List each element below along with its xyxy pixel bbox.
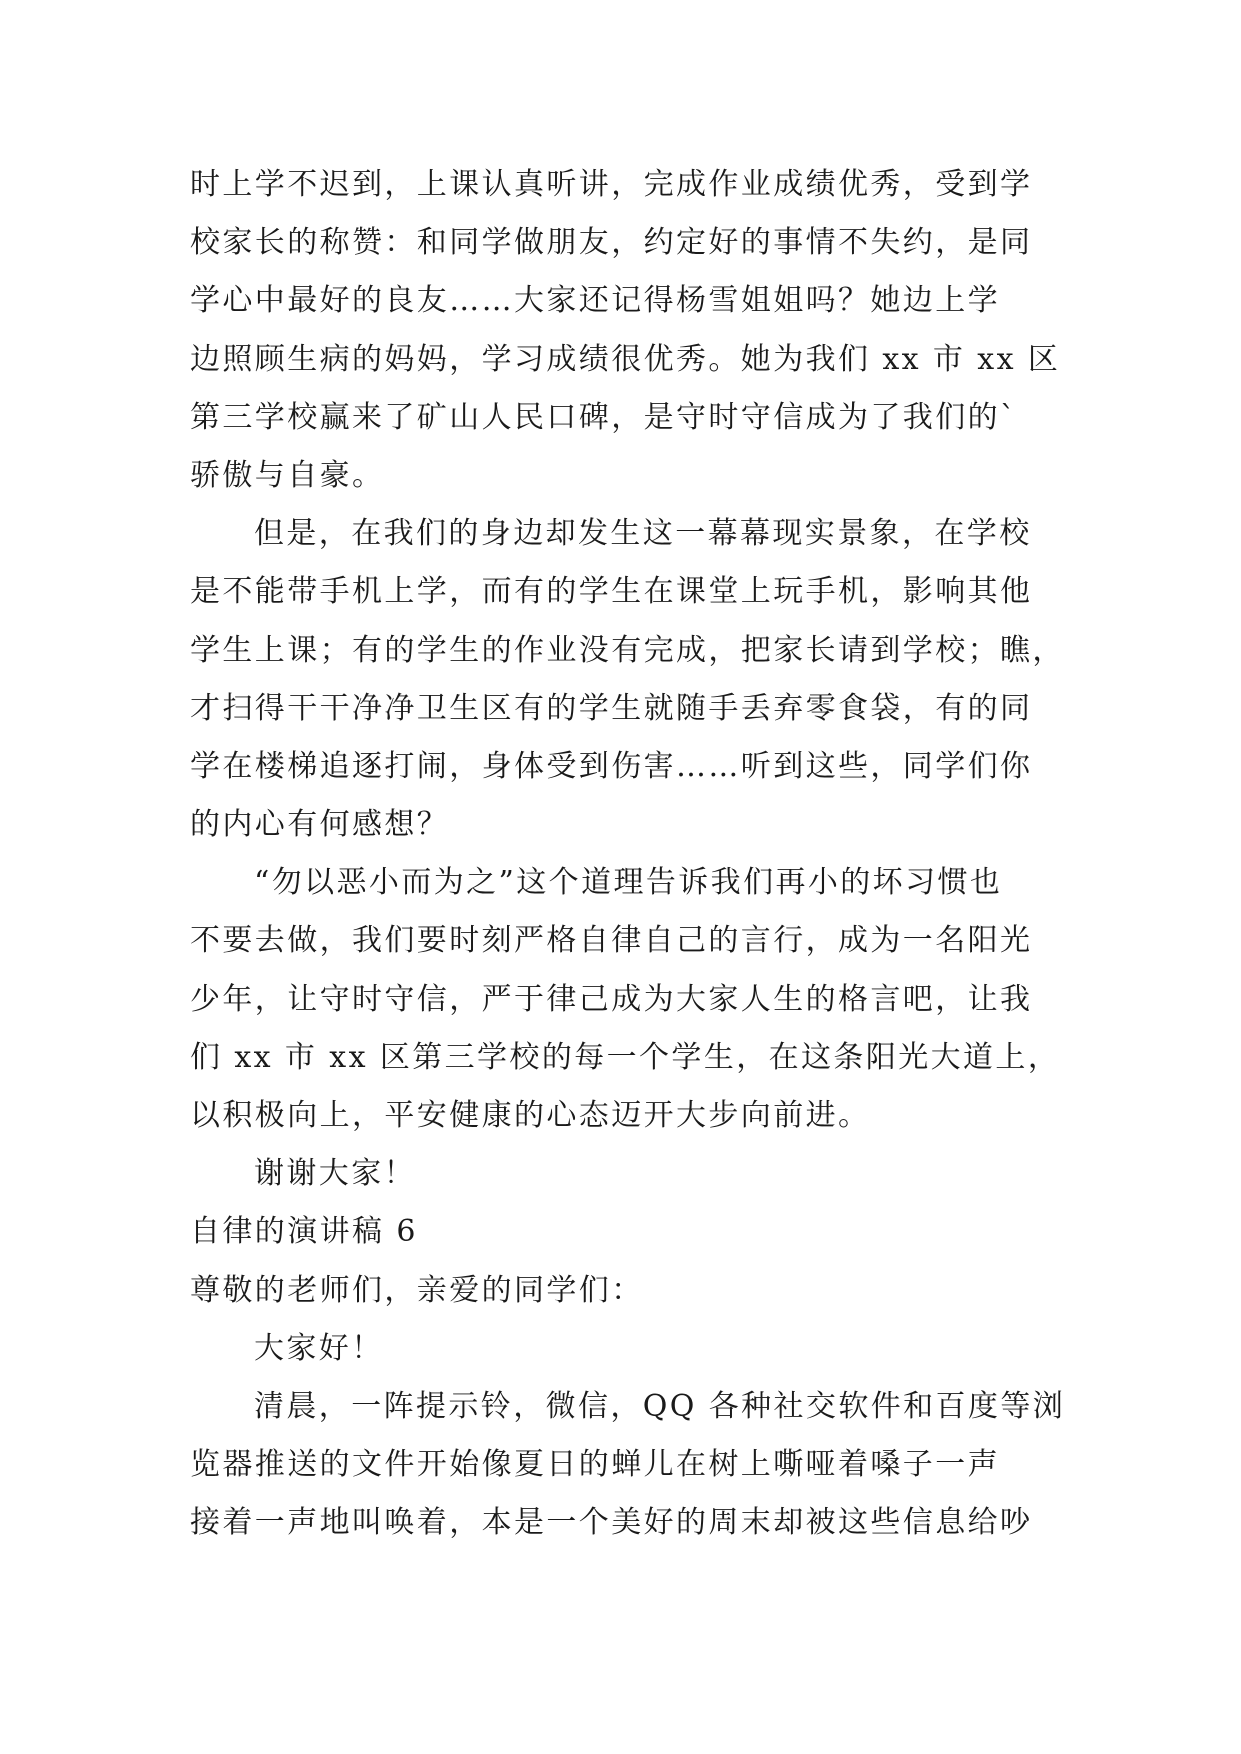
text-line: 校家长的称赞：和同学做朋友，约定好的事情不失约，是同 [190,225,1033,261]
text-line: 们 xx 市 xx 区第三学校的每一个学生，在这条阳光大道上， [190,1039,1061,1075]
salutation-line: 尊敬的老师们，亲爱的同学们： [190,1272,644,1308]
text-line: 不要去做，我们要时刻严格自律自己的言行，成为一名阳光 [190,923,1033,959]
closing-line: 谢谢大家！ [254,1156,416,1192]
text-line: 是不能带手机上学，而有的学生在课堂上玩手机，影响其他 [190,574,1033,610]
text-line: 骄傲与自豪。 [190,457,385,493]
text-line: 边照顾生病的妈妈，学习成绩很优秀。她为我们 xx 市 xx 区 [190,341,1061,377]
text-line: 少年，让守时守信，严于律己成为大家人生的格言吧，让我 [190,981,1033,1017]
text-line: 时上学不迟到，上课认真听讲，完成作业成绩优秀，受到学 [190,167,1033,202]
section-heading: 自律的演讲稿 6 [190,1214,418,1250]
text-line: 第三学校赢来了矿山人民口碑，是守时守信成为了我们的` [190,399,1018,435]
paragraph-start-line: 但是，在我们的身边却发生这一幕幕现实景象，在学校 [254,516,1032,552]
document-page [190,156,1070,1553]
text-line: 接着一声地叫唤着，本是一个美好的周末却被这些信息给吵 [190,1505,1033,1541]
text-line: 才扫得干干净净卫生区有的学生就随手丢弃零食袋，有的同 [190,690,1033,726]
paragraph-start-line: 清晨，一阵提示铃，微信，QQ 各种社交软件和百度等浏 [254,1388,1066,1424]
greeting-line: 大家好！ [254,1330,384,1366]
paragraph-start-line: “勿以恶小而为之”这个道理告诉我们再小的坏习惯也 [254,865,1003,901]
text-line: 览器推送的文件开始像夏日的蝉儿在树上嘶哑着嗓子一声 [190,1447,1000,1483]
text-line: 学在楼梯追逐打闹，身体受到伤害……听到这些，同学们你 [190,748,1033,784]
text-line: 的内心有何感想？ [190,807,450,843]
text-line: 学心中最好的良友……大家还记得杨雪姐姐吗？她边上学 [190,283,1000,319]
text-line: 以积极向上，平安健康的心态迈开大步向前进。 [190,1098,871,1133]
text-line: 学生上课；有的学生的作业没有完成，把家长请到学校；瞧， [190,632,1065,668]
